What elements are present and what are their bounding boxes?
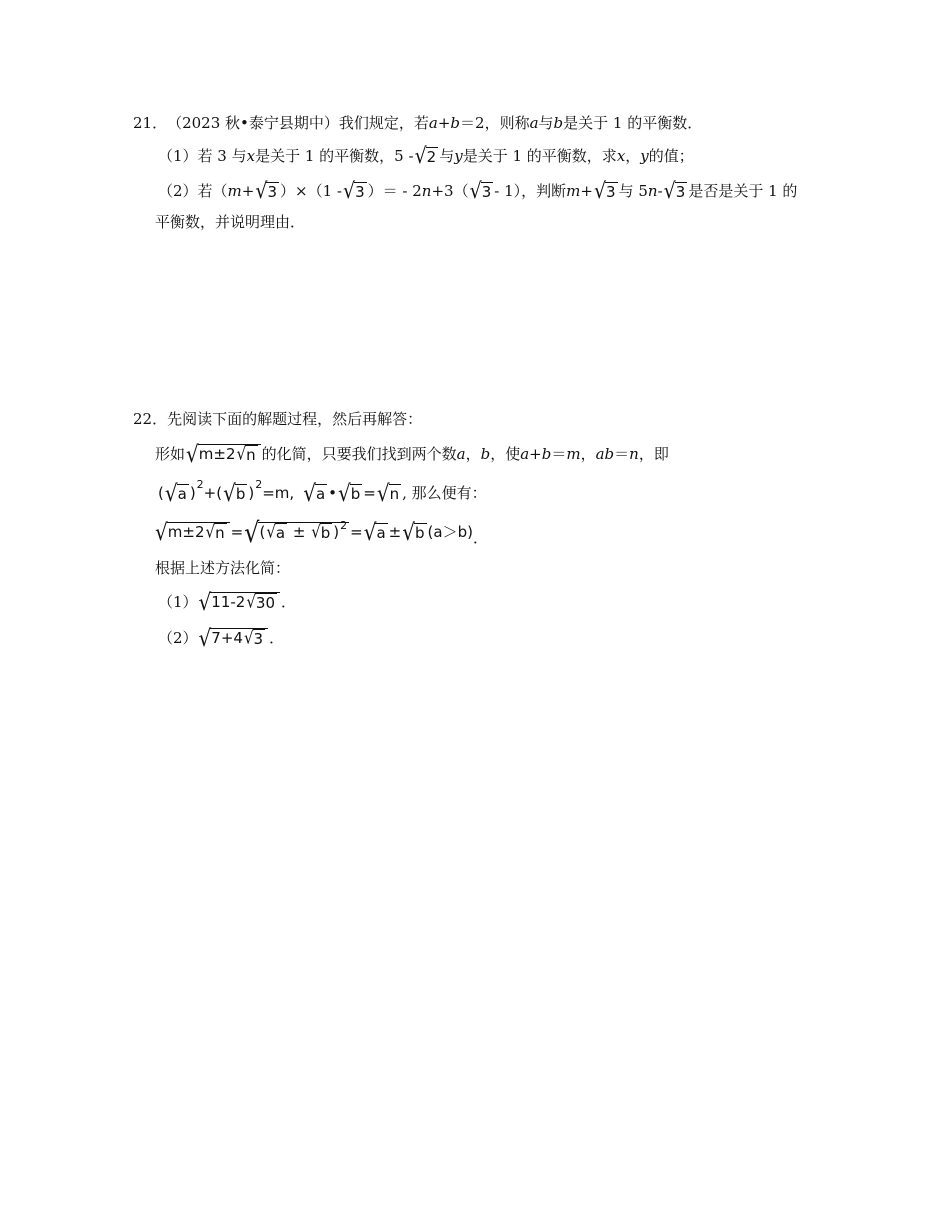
q22-l1-eq1: a+b	[520, 445, 552, 463]
q22-l1-m: m	[566, 445, 581, 463]
q22-title	[133, 408, 422, 430]
q21-p2-minus: -	[657, 182, 663, 200]
sqrt-3-radical: √ 3	[593, 177, 616, 204]
q21-p2-mid2: ）＝ - 2	[367, 182, 422, 200]
q21-stem-text-4: 是关于 1 的平衡数．	[563, 114, 703, 132]
q22-part2	[158, 624, 285, 652]
sqrt-m-pm-2sqrtn-radical: √ m±2 √ n	[155, 522, 230, 542]
q22-line4	[155, 557, 290, 579]
q22-l2-paren-close2: )	[248, 484, 255, 502]
q22-l1-b: b	[480, 445, 491, 463]
q22-line1	[155, 440, 669, 468]
q21-p2-n: n	[421, 182, 432, 200]
q21-part2-line2	[155, 211, 305, 233]
q22-l2-eq2: =	[363, 484, 376, 502]
q21-stem-text: 我们规定，若	[338, 114, 429, 132]
q21-p2-n2: n	[647, 182, 658, 200]
q22-l3-eq: =	[230, 523, 244, 541]
q22-p1-label: （1）	[158, 593, 198, 611]
sqrt-n-radical: √ n	[376, 478, 400, 507]
q21-p2-plus2: +	[580, 182, 593, 200]
sqrt-11-minus-2sqrt30-radical: √ 11-2 √ 30	[199, 592, 280, 612]
q22-l3-cond: (a＞b)	[427, 523, 473, 541]
q21-stem-text-3: 与	[538, 114, 554, 132]
q21-p2-mid5: 与 5	[618, 182, 648, 200]
q21-p1-y: y	[454, 147, 463, 165]
q22-title-text: 22．先阅读下面的解题过程，然后再解答：	[133, 410, 423, 428]
q22-l2-dot: •	[328, 484, 337, 502]
q22-l2-end: , 那么便有：	[402, 484, 487, 502]
q22-l4-text: 根据上述方法化简：	[155, 559, 291, 577]
q21-p1-x2: x	[616, 147, 626, 165]
q22-p1-end: ．	[281, 593, 297, 611]
q21-source: （2023 秋•泰宁县期中）	[167, 114, 339, 132]
sqrt-7-plus-4sqrt3-radical: √ 7+4 √ 3	[199, 628, 269, 648]
q21-part2	[158, 177, 798, 204]
q22-l1-a: a	[456, 445, 466, 463]
q21-p2-mid3: +3（	[431, 182, 469, 200]
q22-line2-formula	[158, 478, 487, 507]
q22-l1-mid2: ，使	[490, 445, 521, 463]
q22-line3-formula	[154, 516, 488, 549]
q21-p1-mid3: 是关于 1 的平衡数，求	[462, 147, 617, 165]
q22-l1-eq2: ab	[595, 445, 615, 463]
q22-l1-n: n	[629, 445, 639, 463]
q21-p1-mid: 是关于 1 的平衡数，5 -	[255, 147, 414, 165]
q21-p2-mid: ）×（1 -	[280, 182, 342, 200]
sqrt-3-radical: √ 3	[663, 177, 686, 204]
q21-p1-comma: ，	[625, 147, 641, 165]
q21-p1-mid2: 与	[439, 147, 455, 165]
sqrt-3-radical: √ 3	[255, 177, 278, 204]
sqrt-a-radical: √ a	[303, 478, 326, 507]
sqrt-square-radical: √ ( √ a ± √ b )$^2$	[244, 516, 348, 549]
q21-p2-plus: +	[241, 182, 255, 200]
q21-p1-y2: y	[640, 147, 649, 165]
sqrt-m-pm-2sqrtn-radical: √ m±2 √ n	[186, 444, 261, 464]
q21-p2-mid4: - 1），判断	[494, 182, 567, 200]
q22-l3-eq2: =	[350, 523, 363, 541]
q22-l1-prefix: 形如	[155, 445, 186, 463]
q22-l2-paren-open: (	[158, 484, 164, 502]
q21-p1-prefix: （1）若 3 与	[158, 147, 247, 165]
q22-l1-eq1b: ＝	[551, 445, 567, 463]
sqrt-b-radical: √ b	[402, 517, 425, 546]
q22-l1-end: ，即	[638, 445, 669, 463]
q22-l2-eq: =m,	[262, 484, 295, 502]
q21-stem-text-2: ＝2，则称	[460, 114, 530, 132]
sqrt-a-radical: √ a	[363, 517, 386, 546]
q21-part1	[158, 142, 694, 169]
q21-p2-m2: m	[566, 182, 581, 200]
q21-p2-line2-text: 平衡数，并说明理由．	[155, 213, 306, 231]
q21-stem-expr: a+b	[428, 114, 461, 132]
q22-p2-label: （2）	[158, 629, 198, 647]
q21-stem-line	[133, 112, 702, 134]
q21-var-b: b	[553, 114, 564, 132]
q22-l3-pm3: ±	[388, 523, 402, 541]
q21-p1-x: x	[246, 147, 256, 165]
q21-p2-end: 是否是关于 1 的	[688, 182, 798, 200]
sqrt-b-radical: √ b	[223, 478, 246, 507]
q22-l2-sup2: 2	[255, 478, 263, 491]
q22-l1-comma1: ，	[465, 445, 481, 463]
q22-part1	[158, 588, 297, 616]
q21-p2-prefix: （2）若（	[158, 182, 228, 200]
q22-p2-end: ．	[269, 629, 285, 647]
sqrt-b-radical: √ b	[338, 478, 361, 507]
q21-p2-m: m	[227, 182, 242, 200]
q21-p1-end: 的值；	[648, 147, 694, 165]
q22-l2-sup: 2	[196, 478, 204, 491]
q22-l1-mid: 的化简，只要我们找到两个数	[261, 445, 457, 463]
q22-l3-end: ．	[472, 529, 488, 547]
q21-number: 21．	[133, 114, 168, 132]
q21-var-a: a	[529, 114, 539, 132]
sqrt-2-radical: √ 2	[414, 142, 437, 169]
sqrt-3-radical: √ 3	[342, 177, 365, 204]
q22-l1-eq2b: ＝	[614, 445, 630, 463]
q22-l2-paren-close: )	[189, 484, 196, 502]
q22-l1-comma2: ，	[580, 445, 596, 463]
sqrt-3-radical: √ 3	[469, 177, 492, 204]
sqrt-a-radical: √ a	[164, 478, 187, 507]
q22-l2-plus: +(	[203, 484, 223, 502]
